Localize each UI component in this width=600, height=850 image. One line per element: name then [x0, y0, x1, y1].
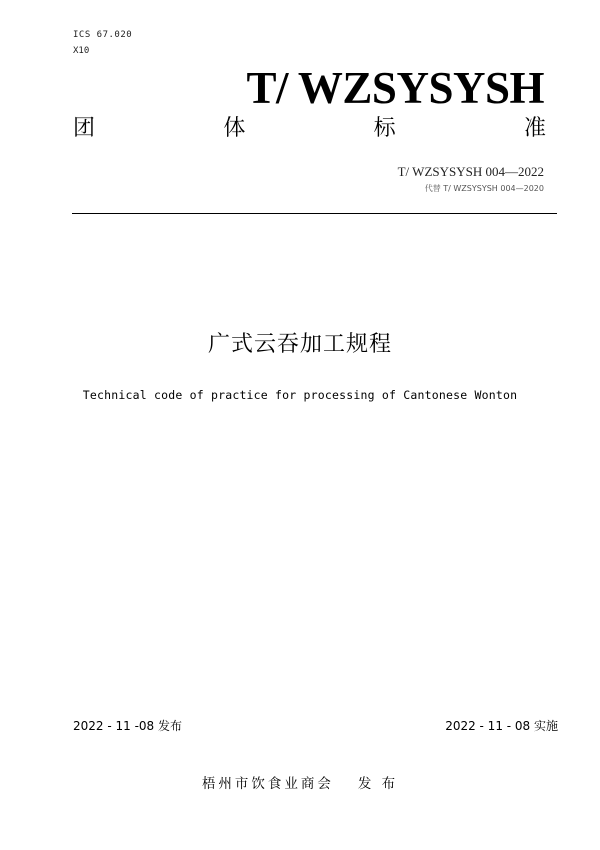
standard-type-char: 团 [73, 116, 96, 141]
organization-code: T/ WZSYSYSH [246, 63, 544, 113]
standard-type-char: 标 [373, 116, 396, 141]
publication-date: 2022 - 11 -08 发布 [73, 719, 182, 733]
publisher-line [0, 772, 600, 792]
standard-number: T/ WZSYSYSH 004—2022 [397, 164, 544, 179]
header-divider [72, 213, 557, 214]
document-title-chinese: 广式云吞加工规程 [207, 332, 392, 357]
document-title-english: Technical code of practice for processing of Cantonese Wonton [82, 388, 518, 402]
standard-type-char: 准 [523, 116, 546, 141]
implementation-date: 2022 - 11 - 08 实施 [445, 719, 558, 733]
publisher-name: 梧州市饮食业商会 [201, 776, 334, 792]
standard-type [73, 118, 546, 140]
ics-code: ICS 67.020 [73, 30, 133, 40]
publish-word: 发 布 [357, 776, 399, 792]
ccs-code: X10 [73, 46, 90, 56]
replaces-note: 代替 T/ WZSYSYSH 004—2020 [424, 184, 544, 193]
standard-type-char: 体 [223, 116, 246, 141]
